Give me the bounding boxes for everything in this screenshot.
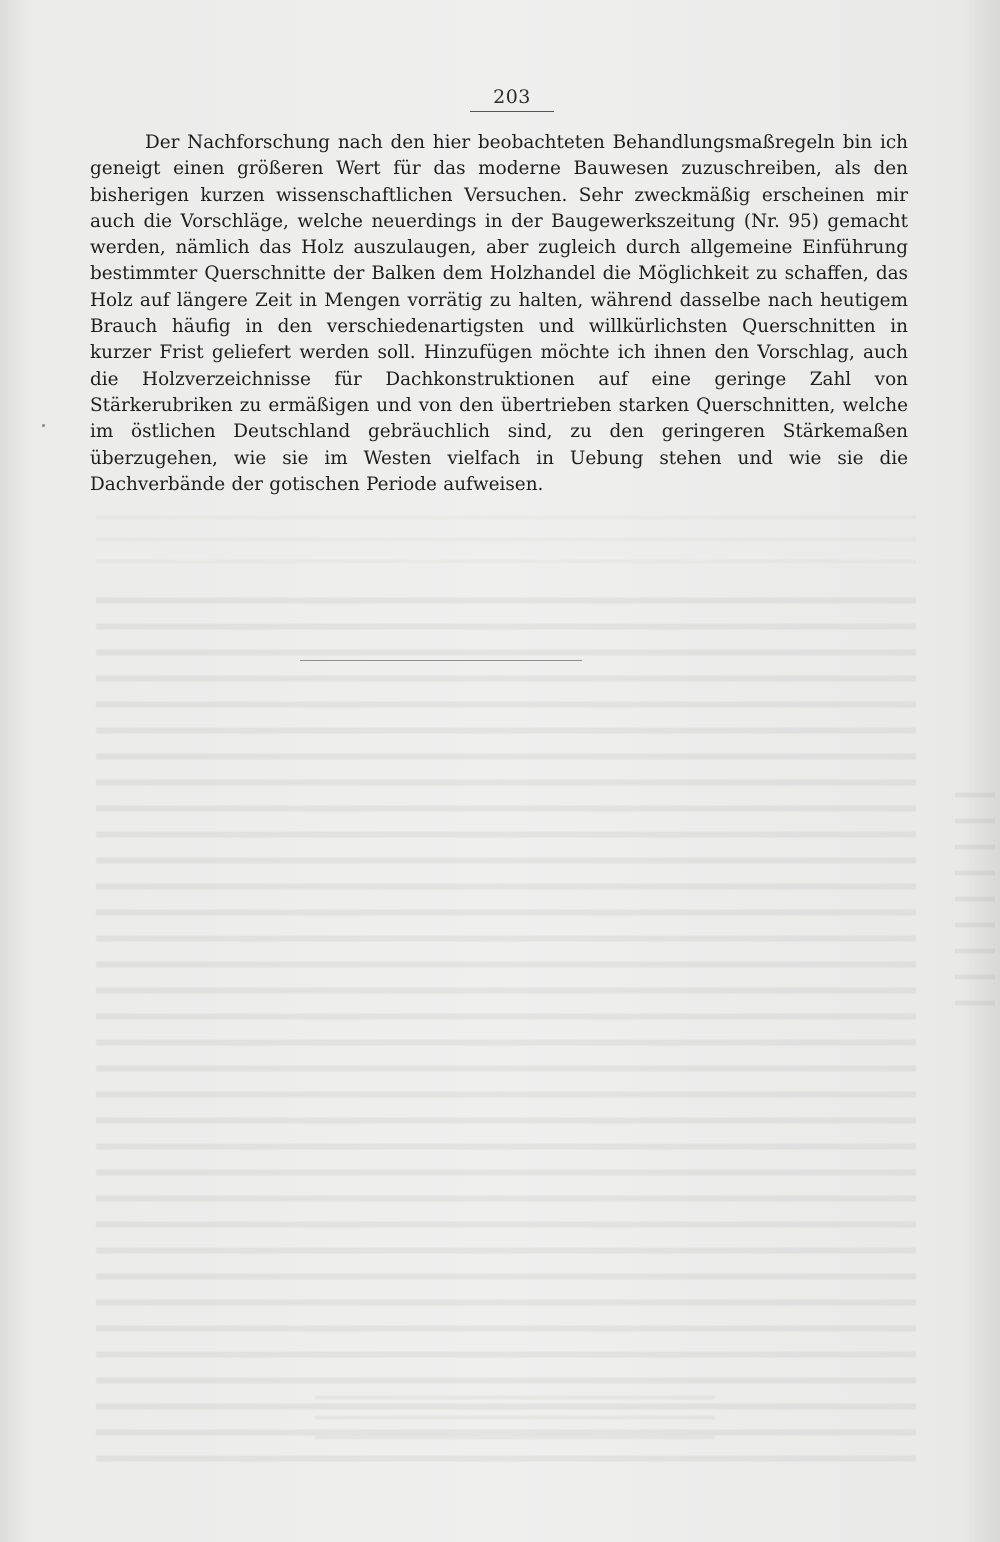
body-text [90, 130, 908, 498]
stray-mark [42, 424, 45, 427]
paragraph: Der Nachforschung nach den hier beobachteten Behandlungsmaßregeln bin ich geneigt einen größeren Wert für das moderne Bauwesen zuzuschreiben, als den bisherigen kurzen wissenschaftlichen Versuchen. Sehr zweckmäßig erscheinen mir auch die Vorschläge, welche neuerdings in der Baugewerkszeitung (Nr. 95) gemacht werden, nämlich das Holz auszulaugen, aber zugleich durch allgemeine Einführung bestimmter Querschnitte der Balken dem Holzhandel die Möglichkeit zu schaffen, das Holz auf längere Zeit in Mengen vorrätig zu halten, während dasselbe nach heutigem Brauch häufig in den verschiedenartigsten und willkürlichsten Querschnitten in kurzer Frist geliefert werden soll. Hinzufügen möchte ich ihnen den Vorschlag, auch die Holzverzeichnisse für Dachkonstruktionen auf eine geringe Zahl von Stärkerubriken zu ermäßigen und von den übertrieben starken Querschnitten, welche im östlichen Deutschland gebräuchlich sind, zu den geringeren Stärkemaßen überzugehen, wie sie im Westen vielfach in Uebung stehen und wie sie die Dachverbände der gotischen Periode aufweisen. [90, 132, 908, 495]
show-through-text [96, 585, 916, 1475]
page-number: 203 [493, 86, 531, 108]
show-through-footnotes [315, 1385, 715, 1445]
page-number-rule [470, 111, 554, 112]
show-through-text [96, 505, 916, 575]
show-through-margin-notes [955, 780, 995, 1020]
show-through-rule [300, 660, 582, 661]
